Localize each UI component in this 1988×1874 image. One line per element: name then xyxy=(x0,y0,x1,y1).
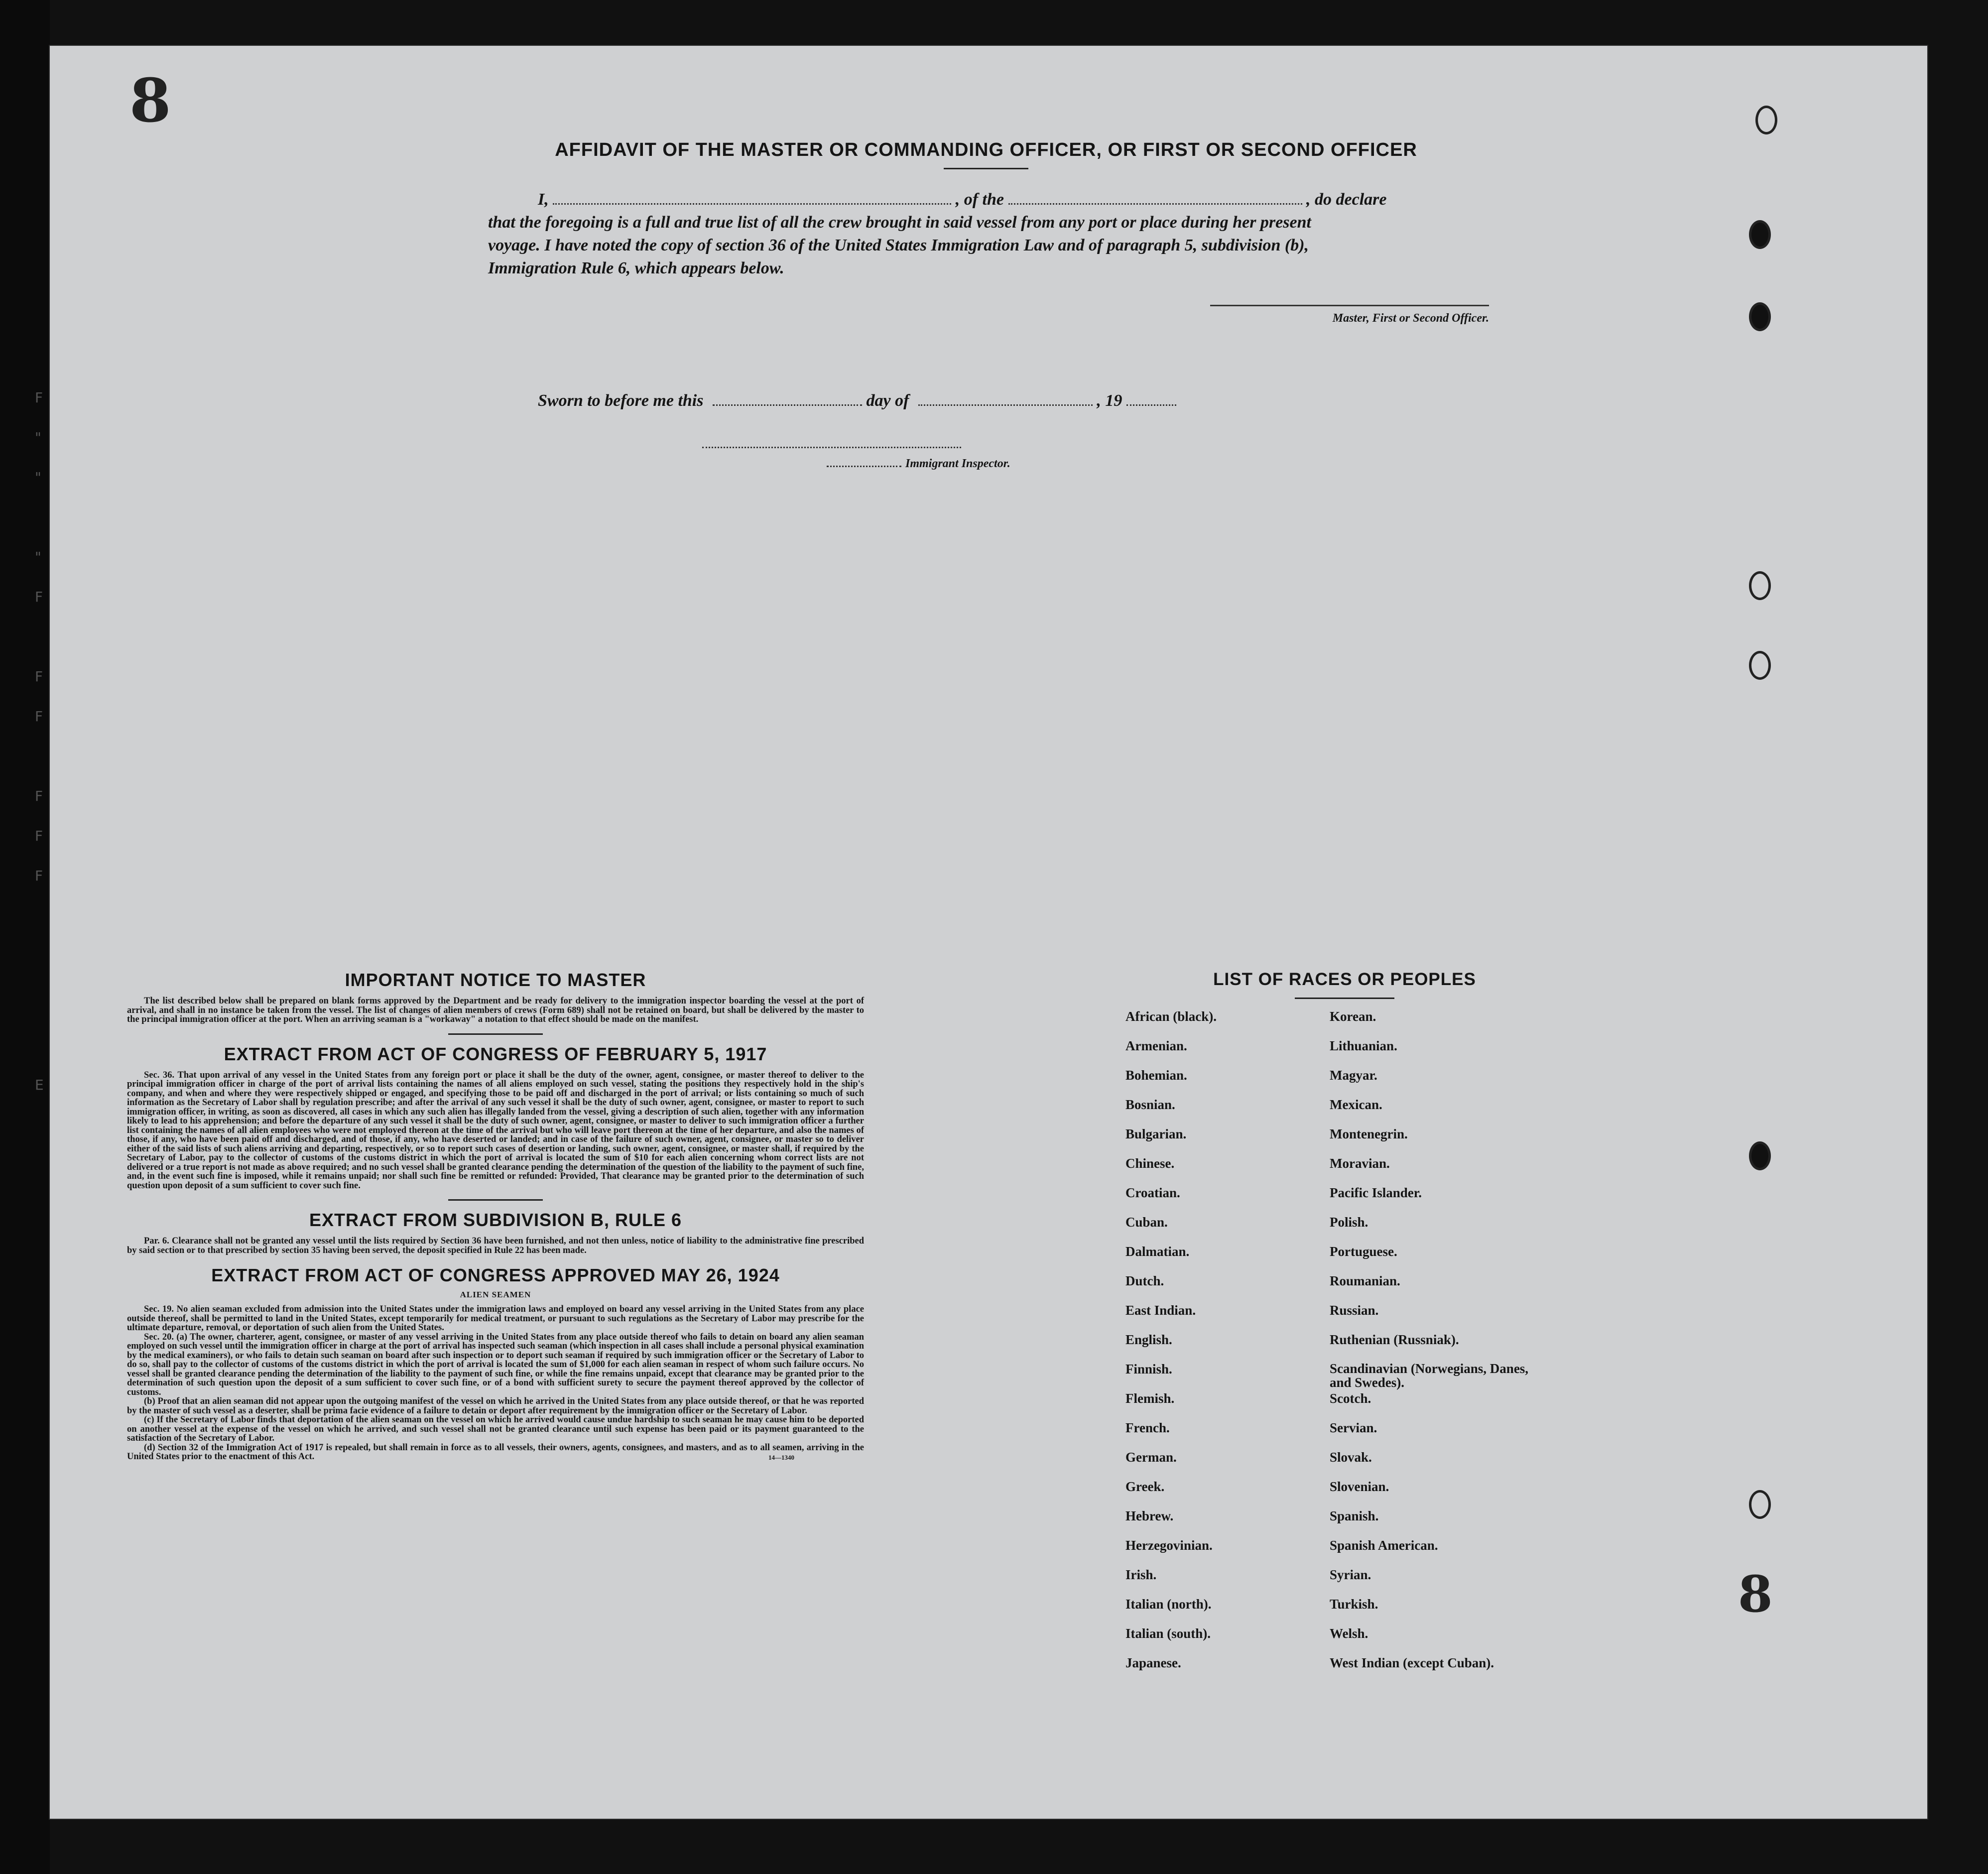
race-item: East Indian. xyxy=(1125,1303,1196,1318)
stray-mark: F xyxy=(35,788,43,804)
inspector-signature-block xyxy=(697,442,1046,471)
extract-1917-text: Sec. 36. That upon arrival of any vessel in the United States from any foreign port or place it shall be the duty of the owner, agent, consignee, or master thereof to deliver to the principal immigration officer in charge of the port of arrival lists containing the names of all aliens employed on such vessel, stating the positions they respectively hold in the ship's company, and when and where they were respectively shipped or engaged, and specifying those to be paid off and discharged in the port of arrival; or lists containing so much of such information as the Secretary of Labor shall by regulation prescribe; and after the arrival of any such vessel it shall be the duty of such owner, agent, consignee, or master to report to such immigration officer, in writing, as soon as discovered, all cases in which any such alien has illegally landed from the vessel, giving a description of such alien, together with any information likely to lead to his apprehension; and before the departure of any such vessel it shall be the duty of such owner, agent, consignee, or master to deliver to such immigration officer a further list containing the names of all alien employees who were not employed thereon at the time of the arrival but who will leave port thereon at the time of her departure, and also the names of those, if any, who have been paid off and discharged, and of those, if any, who have deserted or landed; and in case of the failure of such owner, agent, consignee, or master so to deliver either of the said lists of such aliens arriving and departing, respectively, or so to report such cases of desertion or landing, such owner, agent, consignee, or master shall, if required by the Secretary of Labor, pay to the collector of customs of the customs district in which the port of arrival is located the sum of $10 for each alien concerning whom correct lists are not delivered or a true report is not made as above required; and no such vessel shall be granted clearance pending the determination of the question of the liability to the payment of such fine, and, in the event such fine is imposed, while it remains unpaid; nor shall such fine be remitted or refunded: Provided, That clearance may be granted prior to the determination of such question upon deposit of a sum sufficient to cover such fine. xyxy=(127,1070,864,1191)
extract-rule6-title: EXTRACT FROM SUBDIVISION B, RULE 6 xyxy=(309,1210,682,1230)
race-item: Mexican. xyxy=(1330,1097,1382,1112)
race-item: Italian (north). xyxy=(1125,1597,1212,1612)
race-item: Slovak. xyxy=(1330,1450,1372,1465)
sworn-year: , 19 xyxy=(1097,391,1122,410)
race-item: Japanese. xyxy=(1125,1655,1181,1670)
race-item: Dalmatian. xyxy=(1125,1244,1190,1259)
race-item: French. xyxy=(1125,1420,1170,1435)
inspector-label: Immigrant Inspector. xyxy=(905,457,1010,470)
race-item: English. xyxy=(1125,1332,1172,1347)
stray-mark: F xyxy=(35,868,43,884)
extract-1924-sec20d: (d) Section 32 of the Immigration Act of 1917 is repealed, but shall remain in force as to all vessels, their owners, agents, consignees, and masters, and as to all seamen, arriving in the United States prior to the enactment of this Act. xyxy=(127,1442,864,1462)
race-item: Croatian. xyxy=(1125,1185,1180,1200)
race-item: Lithuanian. xyxy=(1330,1038,1397,1053)
extract-1924-sec19: Sec. 19. No alien seaman excluded from admission into the United States under the immigration laws and employed on board any vessel arriving in the United States from any place outside thereof, shall be permitted to land in the United States, except temporarily for medical treatment, or pursuant to such regulations as the Secretary of Labor may prescribe for the ultimate departure, removal, or deportation of such alien from the United States. xyxy=(127,1304,864,1333)
affidavit-title: AFFIDAVIT OF THE MASTER OR COMMANDING OFFICER, OR FIRST OR SECOND OFFICER xyxy=(555,139,1417,160)
race-item: Syrian. xyxy=(1330,1567,1371,1582)
race-item: Spanish American. xyxy=(1330,1538,1438,1553)
race-item: Slovenian. xyxy=(1330,1479,1389,1494)
race-item: Hebrew. xyxy=(1125,1508,1174,1523)
affidavit-title-rule xyxy=(944,168,1028,169)
scanner-edge xyxy=(0,0,50,1874)
race-item: Irish. xyxy=(1125,1567,1157,1582)
stray-mark: F xyxy=(35,589,43,605)
master-signature-label: Master, First or Second Officer. xyxy=(1332,312,1489,325)
extract-rule6-text: Par. 6. Clearance shall not be granted any vessel until the lists required by Section 36 have been furnished, and not then unless, notice of liability to the administrative fine prescribed by said section or to that prescribed by section 35 having been served, the deposit specified in Rule 22 has been made. xyxy=(127,1236,864,1255)
sworn-prefix: Sworn to before me this xyxy=(538,391,704,410)
manifest-page xyxy=(35,46,1927,1819)
extract-1924-title: EXTRACT FROM ACT OF CONGRESS APPROVED MAY 26, 1924 xyxy=(211,1265,780,1285)
race-item: Scandinavian (Norwegians, Danes, and Swedes). xyxy=(1330,1361,1529,1390)
affidavit-section xyxy=(488,139,1489,325)
master-signature-block xyxy=(488,300,1489,325)
race-item: Ruthenian (Russniak). xyxy=(1330,1332,1459,1347)
affidavit-line-2: that the foregoing is a full and true list of all the crew brought in said vessel from any port or place during her present xyxy=(488,213,1311,232)
inspector-signature-line[interactable] xyxy=(702,442,961,448)
master-name-field[interactable] xyxy=(553,188,951,205)
race-item: Dutch. xyxy=(1125,1273,1164,1288)
race-item: Russian. xyxy=(1330,1303,1379,1318)
race-item: German. xyxy=(1125,1450,1177,1465)
extract-1924-sec20c: (c) If the Secretary of Labor finds that deportation of the alien seaman on the vessel on which he arrived would cause undue hardship to such seaman he may cause him to be deported on another vessel at the expense of the vessel on which he arrived, and such vessel shall not be granted clearance until such expense has been paid or its payment guaranteed to the satisfaction of the Secretary of Labor. xyxy=(127,1415,864,1443)
race-item: Bosnian. xyxy=(1125,1097,1175,1112)
stray-mark: F xyxy=(35,389,43,406)
race-item: Flemish. xyxy=(1125,1391,1175,1406)
punch-hole-2 xyxy=(1749,220,1771,249)
sworn-month-field[interactable] xyxy=(918,389,1093,406)
race-item: Moravian. xyxy=(1330,1156,1390,1171)
form-number: 14—1340 xyxy=(768,1453,794,1461)
race-item: Bohemian. xyxy=(1125,1068,1187,1083)
extract-1917-rule xyxy=(448,1199,543,1201)
punch-hole-3 xyxy=(1749,302,1771,331)
race-item: Portuguese. xyxy=(1330,1244,1397,1259)
affidavit-do-declare: , do declare xyxy=(1306,190,1387,209)
punch-hole-7 xyxy=(1749,1490,1771,1519)
race-item: African (black). xyxy=(1125,1009,1217,1024)
punch-hole-6 xyxy=(1749,1141,1771,1170)
extract-1924-subtitle: ALIEN SEAMEN xyxy=(460,1290,531,1299)
race-item: Greek. xyxy=(1125,1479,1165,1494)
race-item: Cuban. xyxy=(1125,1215,1168,1230)
handwritten-8-mark: 8 xyxy=(1738,1565,1773,1624)
race-item: Magyar. xyxy=(1330,1068,1377,1083)
races-title: LIST OF RACES OR PEOPLES xyxy=(1213,970,1476,989)
race-item: West Indian (except Cuban). xyxy=(1330,1655,1494,1670)
affidavit-i: I, xyxy=(538,190,549,209)
affidavit-line-3: voyage. I have noted the copy of section 36 of the United States Immigration Law and of paragraph 5, subdivision (b), xyxy=(488,236,1309,254)
stray-mark: F xyxy=(35,828,43,844)
extract-1924-sec20b: (b) Proof that an alien seaman did not appear upon the outgoing manifest of the vessel on which he arrived in the United States from any place outside thereof, or that he was reported by the master of such vessel as a deserter, shall be prima facie evidence of a failure to detain or deport after requirement by the immigration officer or the Secretary of Labor. xyxy=(127,1396,864,1416)
race-item: Chinese. xyxy=(1125,1156,1175,1171)
vessel-name-field[interactable] xyxy=(1008,188,1302,205)
affidavit-line-4: Immigration Rule 6, which appears below. xyxy=(488,259,784,277)
notice-text: The list described below shall be prepared on blank forms approved by the Department and be ready for delivery to the immigration inspector boarding the vessel at the port of arrival, and shall in no instance be taken from the vessel. The list of changes of alien members of crews (Form 689) shall not be retained on board, but shall be delivered by the master to the principal immigration officer at the port. When an arriving seaman is a "workaway" a notation to that effect should be made on the manifest. xyxy=(127,996,864,1024)
extract-1917-title: EXTRACT FROM ACT OF CONGRESS OF FEBRUARY 5, 1917 xyxy=(224,1043,767,1064)
master-signature-line[interactable] xyxy=(1210,302,1489,306)
punch-hole-1 xyxy=(1755,106,1777,134)
punch-hole-4 xyxy=(1749,571,1771,600)
race-item: Servian. xyxy=(1330,1420,1377,1435)
stray-mark: " xyxy=(35,549,41,565)
race-item: Polish. xyxy=(1330,1215,1368,1230)
race-item: Armenian. xyxy=(1125,1038,1187,1053)
race-item: Korean. xyxy=(1330,1009,1376,1024)
races-rule xyxy=(1295,998,1394,999)
race-item: Turkish. xyxy=(1330,1597,1378,1612)
affidavit-declaration-line xyxy=(488,188,1484,211)
sworn-year-field[interactable] xyxy=(1126,389,1176,406)
race-item: Roumanian. xyxy=(1330,1273,1400,1288)
race-item: Welsh. xyxy=(1330,1626,1368,1641)
extract-1924-sec20a: Sec. 20. (a) The owner, charterer, agent, consignee, or master of any vessel arriving in the United States from any place outside thereof who fails to detain on board any alien seaman employed on such vessel until the immigration officer in charge at the port of arrival has inspected such seaman (which inspection in all cases shall include a personal physical examination by the medical examiners), or who fails to detain such seaman on board after such inspection or to deport such seaman if required by such immigration officer or the Secretary of Labor to do so, shall pay to the collector of customs of the customs district in which the port of arrival is located the sum of $1,000 for each alien seaman in respect of whom such failure occurs. No vessel shall be granted clearance pending the determination of the liability to the payment of such fine, or while the fine remains unpaid, except that clearance may be granted prior to the determination of such question upon the deposit of a sum sufficient to cover such fine, or of a bond with sufficient surety to secure the payment thereof approved by the collector of customs. xyxy=(127,1332,864,1397)
notice-section xyxy=(127,970,864,1462)
race-item: Montenegrin. xyxy=(1330,1126,1408,1141)
stray-mark: E xyxy=(35,1077,44,1093)
sworn-day-of: day of xyxy=(866,391,909,410)
notice-rule xyxy=(448,1033,543,1035)
stray-mark: " xyxy=(35,429,41,446)
race-item: Bulgarian. xyxy=(1125,1126,1187,1141)
stray-mark: " xyxy=(35,469,41,486)
race-item: Pacific Islander. xyxy=(1330,1185,1422,1200)
inspector-dots xyxy=(827,466,901,467)
race-item: Finnish. xyxy=(1125,1362,1172,1376)
race-item: Herzegovinian. xyxy=(1125,1538,1213,1553)
races-list xyxy=(1125,1009,1564,1685)
inspector-label-row xyxy=(827,457,1046,471)
stray-mark: F xyxy=(35,708,43,725)
sworn-line xyxy=(538,389,1176,410)
notice-title: IMPORTANT NOTICE TO MASTER xyxy=(345,970,646,990)
punch-hole-5 xyxy=(1749,651,1771,680)
page-number-mark: 8 xyxy=(129,66,171,136)
race-item: Spanish. xyxy=(1330,1508,1379,1523)
race-item: Italian (south). xyxy=(1125,1626,1211,1641)
stray-mark: F xyxy=(35,668,43,685)
affidavit-of-the: , of the xyxy=(955,190,1004,209)
races-section xyxy=(1125,970,1564,1685)
race-item: Scotch. xyxy=(1330,1391,1371,1406)
sworn-day-field[interactable] xyxy=(713,389,862,406)
